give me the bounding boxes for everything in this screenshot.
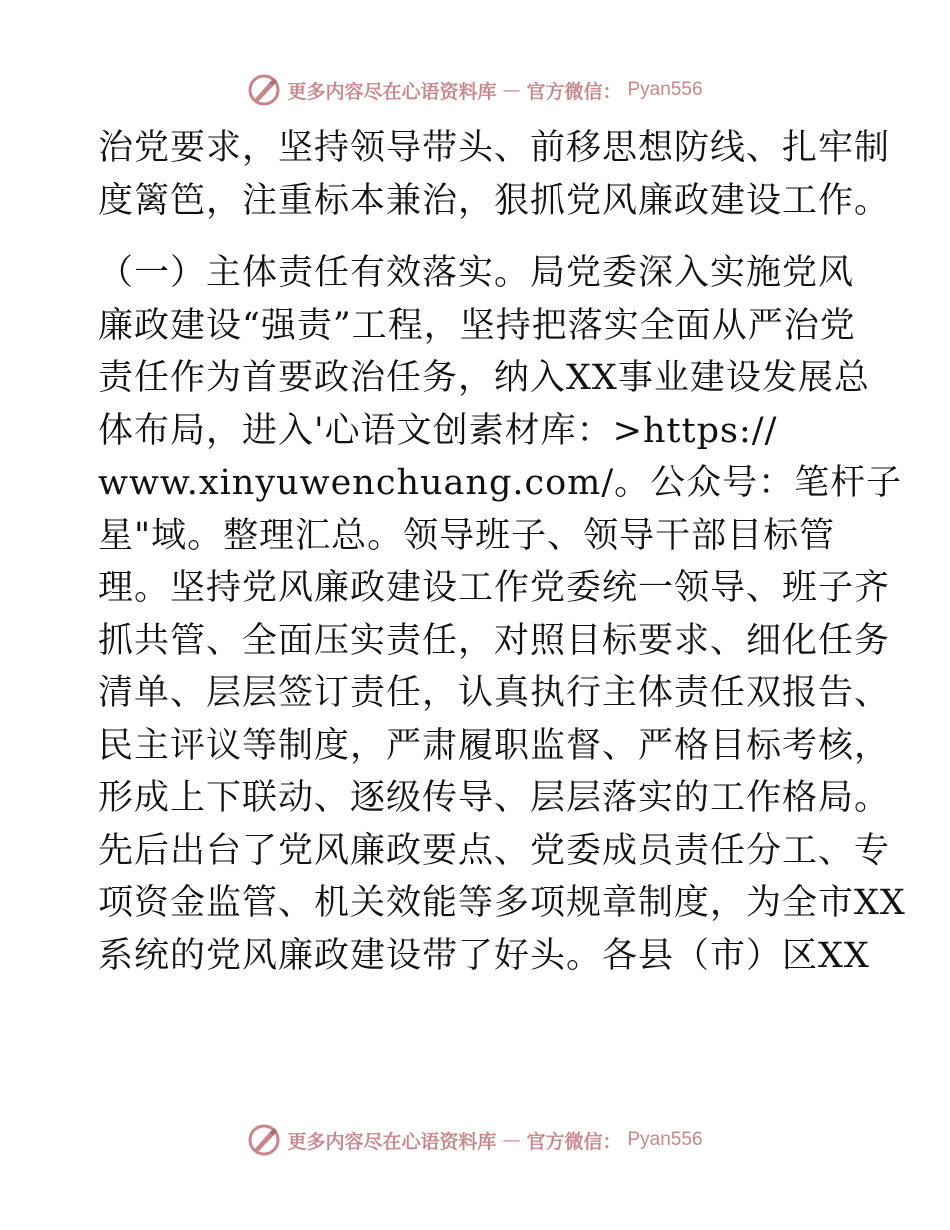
watermark-text: 更多内容尽在心语资料库 <box>287 1130 497 1153</box>
watermark-text: 更多内容尽在心语资料库 <box>287 80 497 103</box>
text-line: 体布局，进入'心语文创素材库：>https:// <box>98 410 778 451</box>
brush-logo-icon <box>247 1123 281 1157</box>
text-line: 星"域。整理汇总。领导班子、领导干部目标管 <box>98 515 836 556</box>
watermark-id: Pyan556 <box>627 79 703 100</box>
header-watermark <box>0 70 950 110</box>
text-line: 抓共管、全面压实责任，对照目标要求、细化任务 <box>98 620 891 661</box>
text-line: 度篱笆，注重标本兼治，狠抓党风廉政建设工作。 <box>98 180 891 221</box>
watermark-separator: — <box>502 79 521 101</box>
paragraph <box>98 247 906 982</box>
brush-logo-icon <box>247 73 281 107</box>
watermark-label: 官方微信： <box>526 1130 622 1153</box>
document-body <box>98 122 906 982</box>
text-line: 项资金监管、机关效能等多项规章制度，为全市XX <box>98 883 906 923</box>
text-line: 廉政建设“强责”工程，坚持把落实全面从严治党 <box>98 305 856 346</box>
text-line: 形成上下联动、逐级传导、层层落实的工作格局。 <box>98 778 891 818</box>
text-line: 治党要求，坚持领导带头、前移思想防线、扎牢制 <box>98 128 891 168</box>
text-line: www.xinyuwenchuang.com/。公众号：笔杆子 <box>98 463 903 503</box>
text-line: 民主评议等制度，严肃履职监督、严格目标考核， <box>98 725 891 766</box>
text-line: （一）主体责任有效落实。局党委深入实施党风 <box>98 253 855 293</box>
watermark-id: Pyan556 <box>627 1129 703 1150</box>
text-line: 责任作为首要政治任务，纳入XX事业建设发展总 <box>98 358 870 398</box>
text-line: 理。坚持党风廉政建设工作党委统一领导、班子齐 <box>98 568 891 608</box>
text-line: 清单、层层签订责任，认真执行主体责任双报告、 <box>98 673 891 713</box>
footer-watermark <box>0 1120 950 1160</box>
watermark-label: 官方微信： <box>526 80 622 103</box>
text-line: 系统的党风廉政建设带了好头。各县（市）区XX <box>98 935 870 976</box>
watermark-separator: — <box>502 1129 521 1151</box>
text-line: 先后出台了党风廉政要点、党委成员责任分工、专 <box>98 830 891 871</box>
paragraph <box>98 122 891 227</box>
